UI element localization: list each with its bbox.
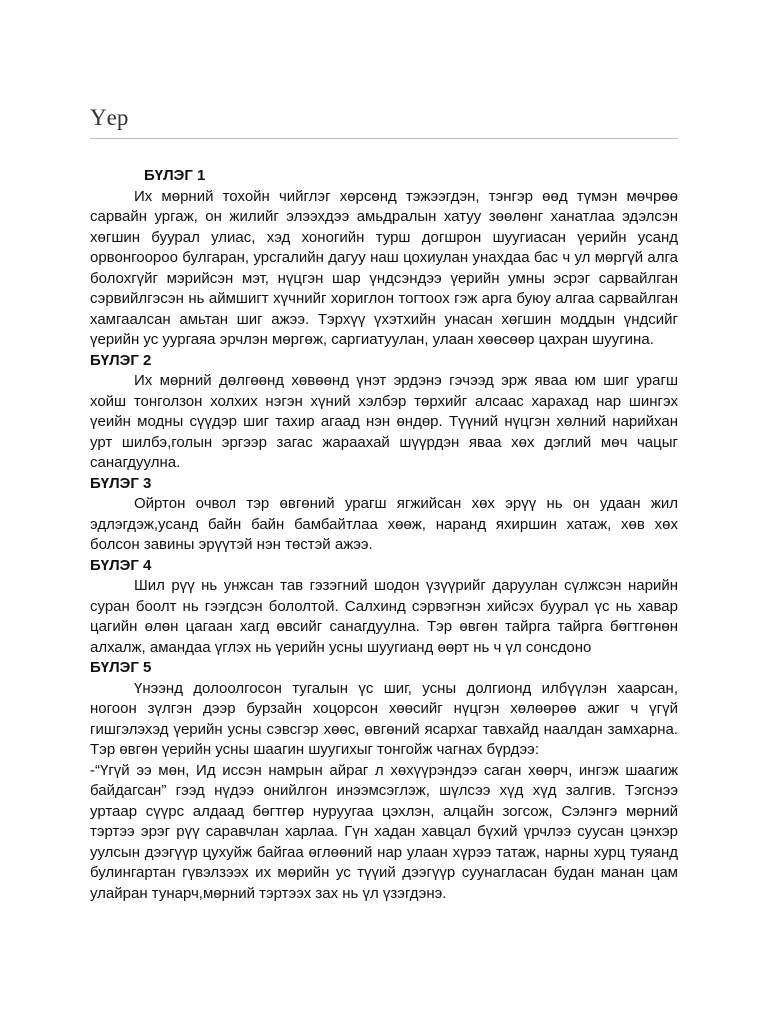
chapter-4 — [90, 556, 678, 659]
chapter-paragraph: Их мөрний тохойн чийглэг хөрсөнд тэжээгдэн, тэнгэр өөд түмэн мөчрөө сарвайн ургаж, он жилийг элээхдээ амьдралын хатуу зөөлөнг ханатлаа эдэлсэн хөгшин буурал улиас, хэд хоногийн турш догшрон шуугиасан үерийн усанд орвонгоороо булгаран, урсгалийн дагуу наш цохиулан унахдаа бас ч ул мөргүй алга болохгүйг мэрийсэн мэт, нүцгэн шар үндсэндээ үерийн умны эсрэг сарвайлган сэрвийлгэсэн нь аймшигт хүчнийг хориглон тогтоох гэж арга буюу алгаа сарвайлган хамгаалсан амьтан шиг ажээ. Тэрхүү үхэтхийн унасан хөгшин моддын үндсийг үерийн ус уургаяа эрчлэн мөргөж, саргиатуулан, улаан хөөсөөр цахран шуугина. — [90, 187, 678, 348]
chapter-dialogue-paragraph: -“Үгүй ээ мөн, Ид иссэн намрын айраг л хөхүүрэндээ саган хөөрч, ингэж шаагиж байдагсан” гээд нүдээ онийлгон инээмсэглэж, шүлсээ хүд хүд залгив. Тэгснээ уртаар сүүрс алдаад бөгтгөр нуруугаа цэхлэн, алцайн зогсож, Сэлэнгэ мөрний тэртээ эрэг рүү саравчлан харлаа. Гүн хадан хавцал бүхий үрчлээ суусан цэнхэр уулсын дээгүүр цухуйж байгаа өглөөний нар улаан хүрээ татаж, нарны хурц туяанд булингартан гүвэлзээх их мөрийн ус түүий дээгүүр суунагласан будан манан цам улайран тунарч,мөрний тэртээх зах нь үл үзэгдэнэ. — [90, 761, 678, 902]
chapter-3 — [90, 474, 678, 556]
chapter-heading: БҮЛЭГ 2 — [90, 351, 152, 369]
chapter-paragraph: Үнээнд долоолгосон тугалын үс шиг, усны долгионд илбүүлэн хаарсан, ногоон зүлгэн дээр бурзайн хоцорсон хөөсийг нүцгэн хөлөөрөө ажиг ч үгүй гишгэлэхэд үерийн усны сэвсгэр хөөс, өвгөний ясархаг тавхайд наалдан замхарна. Тэр өвгөн үерийн усны шаагин шуугихыг тонгойж чагнах бүрдээ: — [90, 679, 678, 758]
chapter-paragraph: Ойртон очвол тэр өвгөний урагш ягжийсан хөх эрүү нь он удаан жил эдлэгдэж,усанд байн байн бамбайтлаа хөөж, наранд яхиршин хатаж, хөв хөх болсон завины эрүүтэй нэн төстэй ажээ. — [90, 495, 678, 553]
chapter-heading: БҮЛЭГ 3 — [90, 474, 152, 492]
chapter-heading: БҮЛЭГ 5 — [90, 659, 152, 676]
chapter-2 — [90, 351, 678, 474]
document-body — [90, 166, 678, 904]
chapter-heading: БҮЛЭГ 1 — [144, 167, 206, 184]
document-header — [90, 104, 678, 139]
chapter-heading: БҮЛЭГ 4 — [90, 556, 152, 574]
chapter-paragraph: Их мөрний дөлгөөнд хөвөөнд үнэт эрдэнэ гэчээд эрж яваа юм шиг урагш хойш тонголзон холхих нэгэн хүний хэлбэр төрхийг алсаас харахад нар шингэх үеийн модны сүүдэр шиг тахир агаад нэн өндөр. Түүний нүцгэн хөлний нарийхан урт шилбэ,голын эргээр загас жараахай шүүрдэн яваа хөх дэглий мөч чацыг санагдуулна. — [90, 372, 678, 471]
document-title: Үер — [90, 105, 129, 130]
chapter-paragraph: Шил рүү нь унжсан тав гэзэгний шодон үзүүрийг даруулан сүлжсэн нарийн суран боолт нь гээгдсэн бололтой. Салхинд сэрвэгнэн хийсэх буурал үс нь хавар цагийн өлөн цагаан хагд өвсийг санагдуулна. Тэр өвгөн тайрга тайрга бөгтгөнөн алхалж, амандаа үглэх нь үерийн усны шуугианд өөрт нь ч үл сонсдоно — [90, 577, 678, 656]
chapter-1 — [90, 166, 678, 351]
chapter-5 — [90, 658, 678, 904]
